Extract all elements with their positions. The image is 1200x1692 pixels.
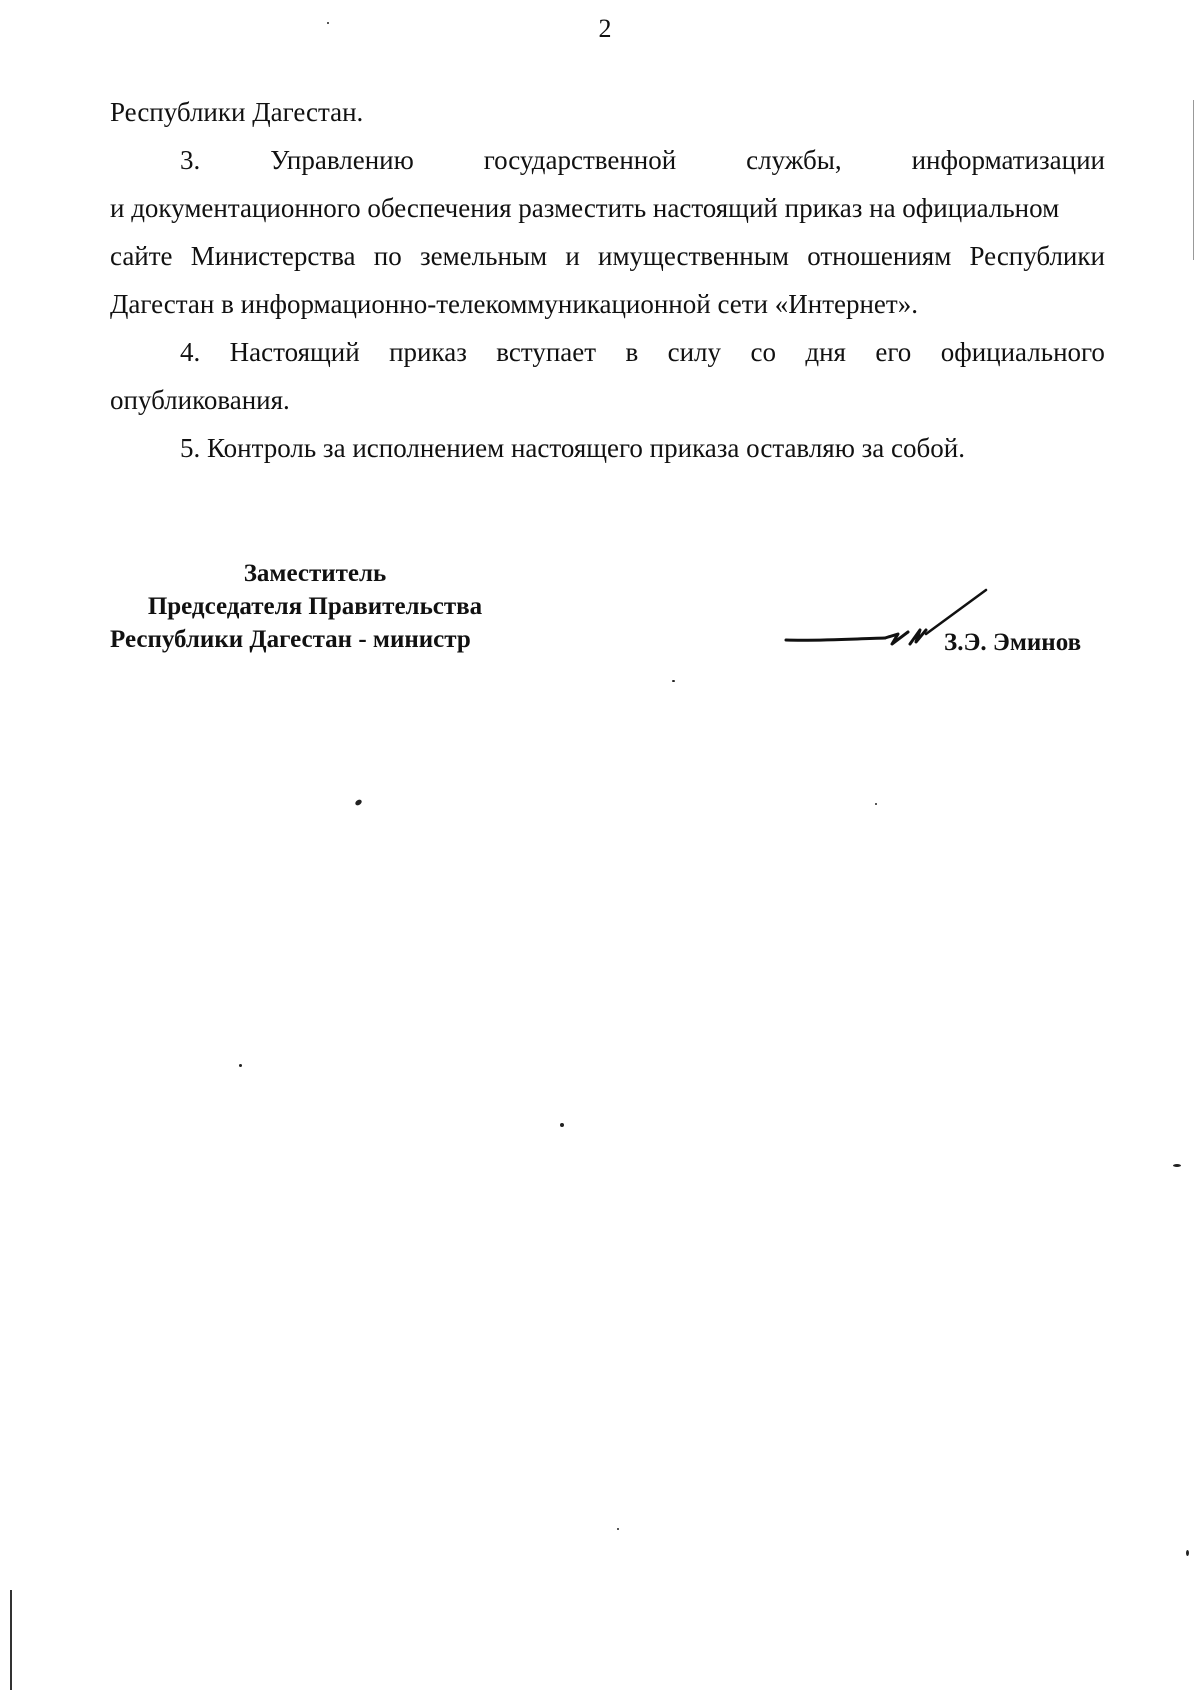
word: земельным <box>419 241 548 271</box>
word: в <box>625 337 639 367</box>
word: отношениям <box>807 241 952 271</box>
signatory-title-line-1: Заместитель <box>243 560 387 587</box>
word: Министерства <box>190 241 356 271</box>
word: приказ <box>389 337 467 367</box>
word: по <box>373 241 402 271</box>
paragraph-3-line-1 <box>110 136 1105 184</box>
scan-speck <box>617 1528 619 1530</box>
word: службы, <box>746 145 842 175</box>
word: Управлению <box>270 145 414 175</box>
signatory-title-line-3: Республики Дагестан - министр <box>110 626 471 653</box>
paragraph-3-line-2: и документационного обеспечения разместить настоящий приказ на официальном <box>110 193 1060 223</box>
scan-speck <box>327 22 329 24</box>
word: со <box>750 337 776 367</box>
scan-speck <box>1186 1550 1189 1556</box>
word: дня <box>805 337 846 367</box>
signatory-title <box>110 557 520 656</box>
paragraph-5: 5. Контроль за исполнением настоящего приказа оставляю за собой. <box>180 433 965 463</box>
paragraph-continuation: Республики Дагестан. <box>110 97 364 127</box>
word: 3. <box>180 145 201 175</box>
paragraph-3-line-4: Дагестан в информационно-телекоммуникационной сети «Интернет». <box>110 289 918 319</box>
page-number: 2 <box>598 14 612 43</box>
word: Настоящий <box>229 337 360 367</box>
word: Республики <box>969 241 1105 271</box>
scan-speck <box>875 803 877 805</box>
word: силу <box>667 337 722 367</box>
scan-speck <box>1173 1164 1181 1167</box>
scan-speck <box>560 1123 564 1127</box>
scan-edge-line <box>1193 100 1194 260</box>
document-body <box>110 88 1105 472</box>
word: имущественным <box>598 241 789 271</box>
paragraph-4-line-2: опубликования. <box>110 385 290 415</box>
scan-speck <box>672 680 675 682</box>
word: 4. <box>180 337 201 367</box>
scan-edge-line <box>10 1590 12 1690</box>
word: государственной <box>483 145 677 175</box>
signatory-name: З.Э. Эминов <box>944 629 1082 656</box>
word: его <box>875 337 912 367</box>
word: вступает <box>496 337 597 367</box>
paragraph-4-line-1 <box>110 328 1105 376</box>
word: информатизации <box>911 145 1105 175</box>
paragraph-3-line-3 <box>110 232 1105 280</box>
word: официального <box>940 337 1105 367</box>
word: и <box>565 241 580 271</box>
signatory-title-line-2: Председателя Правительства <box>147 593 483 620</box>
word: сайте <box>110 241 173 271</box>
scan-speck <box>354 798 363 806</box>
scan-speck <box>239 1064 242 1067</box>
